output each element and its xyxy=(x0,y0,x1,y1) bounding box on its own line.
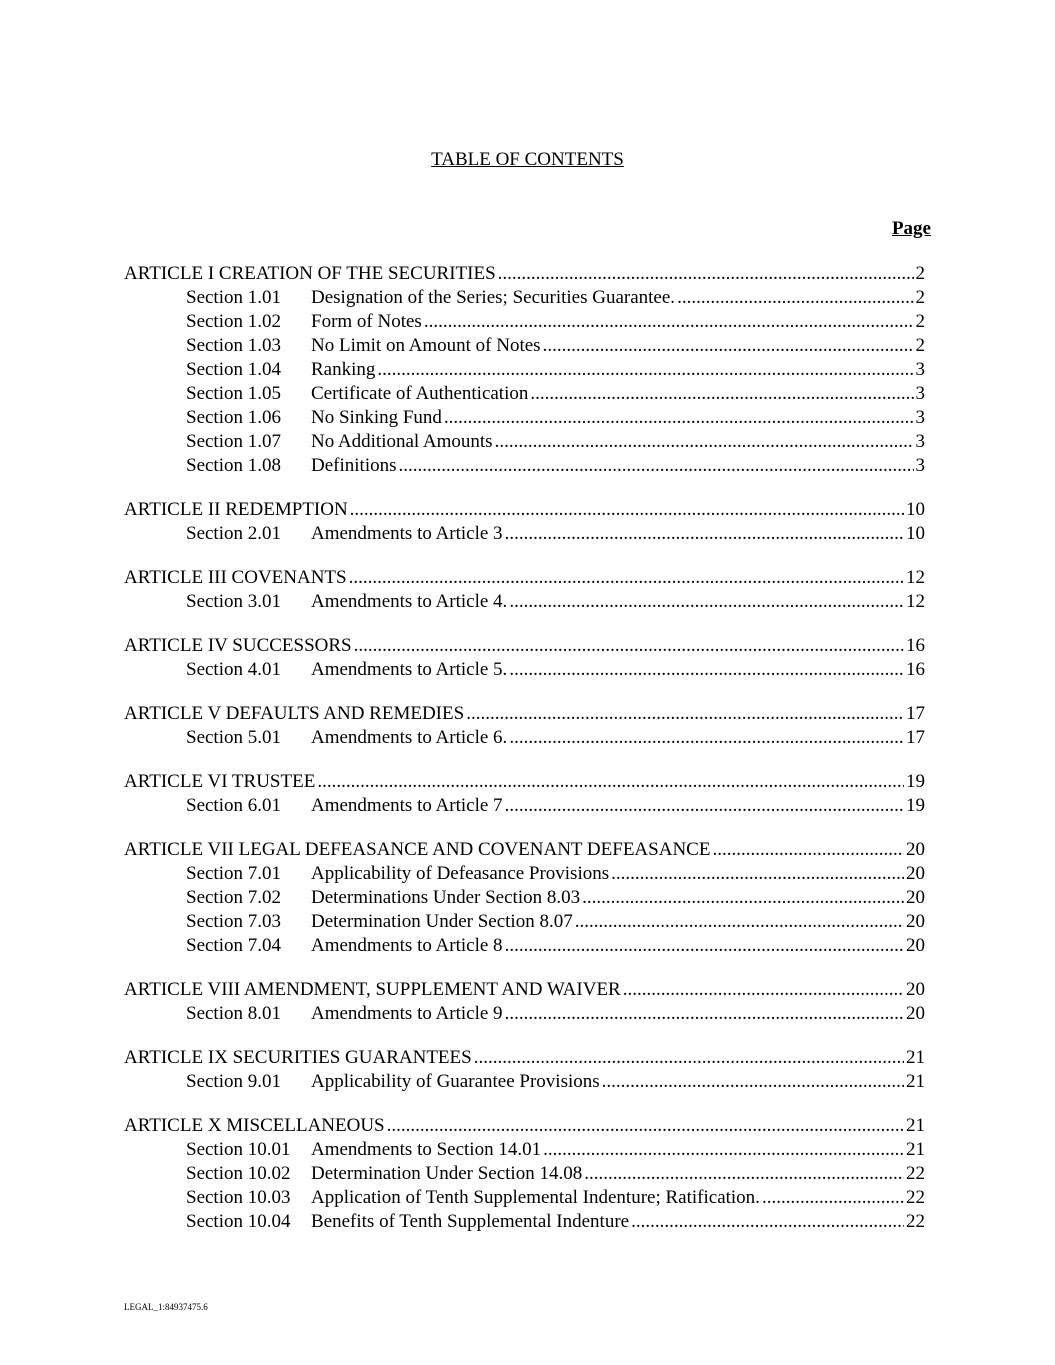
dot-leader xyxy=(543,1138,904,1162)
dot-leader xyxy=(424,310,914,334)
page-number: 2 xyxy=(915,311,925,332)
section-title: Amendments to Article 7 xyxy=(311,795,503,816)
toc-article-entry[interactable] xyxy=(124,566,925,590)
dot-leader xyxy=(530,382,913,406)
page-number: 20 xyxy=(906,887,925,908)
dot-leader xyxy=(354,634,904,658)
dot-leader xyxy=(505,794,904,818)
page-number: 20 xyxy=(906,1003,925,1024)
toc-article-entry[interactable] xyxy=(124,838,925,862)
dot-leader xyxy=(505,934,904,958)
toc-section-entry[interactable] xyxy=(124,1162,925,1186)
dot-leader xyxy=(631,1210,904,1234)
section-title: Amendments to Section 14.01 xyxy=(311,1139,542,1160)
page-number: 17 xyxy=(906,727,925,748)
page-number: 3 xyxy=(915,359,925,380)
toc-section-entry[interactable] xyxy=(124,310,925,334)
section-number: Section 7.04 xyxy=(186,935,281,956)
dot-leader xyxy=(505,1002,904,1026)
page-number: 17 xyxy=(906,703,925,724)
section-number: Section 3.01 xyxy=(186,591,281,612)
section-number: Section 7.03 xyxy=(186,911,281,932)
dot-leader xyxy=(399,454,914,478)
page-number: 21 xyxy=(906,1115,925,1136)
section-number: Section 1.03 xyxy=(186,335,281,356)
page-number: 21 xyxy=(906,1139,925,1160)
page-number: 20 xyxy=(906,935,925,956)
page-number: 2 xyxy=(915,335,925,356)
page-number: 20 xyxy=(906,979,925,1000)
toc-section-entry[interactable] xyxy=(124,430,925,454)
toc-article-entry[interactable] xyxy=(124,634,925,658)
dot-leader xyxy=(712,838,904,862)
article-title: ARTICLE II REDEMPTION xyxy=(124,499,348,520)
dot-leader xyxy=(349,566,904,590)
article-title: ARTICLE I CREATION OF THE SECURITIES xyxy=(124,263,496,284)
page-title: TABLE OF CONTENTS xyxy=(431,149,624,170)
page-number: 10 xyxy=(906,499,925,520)
article-title: ARTICLE X MISCELLANEOUS xyxy=(124,1115,385,1136)
section-number: Section 1.06 xyxy=(186,407,281,428)
toc-section-entry[interactable] xyxy=(124,382,925,406)
toc-section-entry[interactable] xyxy=(124,406,925,430)
dot-leader xyxy=(509,658,904,682)
page-number: 3 xyxy=(915,431,925,452)
section-number: Section 10.04 xyxy=(186,1211,291,1232)
section-title: Applicability of Defeasance Provisions xyxy=(311,863,610,884)
dot-leader xyxy=(509,726,904,750)
page-number: 2 xyxy=(915,287,925,308)
dot-leader xyxy=(584,1162,904,1186)
section-title: Form of Notes xyxy=(311,311,422,332)
toc-section-entry[interactable] xyxy=(124,1186,925,1210)
toc-article-entry[interactable] xyxy=(124,978,925,1002)
section-title: Application of Tenth Supplemental Indenture; Ratification. xyxy=(311,1187,760,1208)
toc-article-entry[interactable] xyxy=(124,1046,925,1070)
section-title: Amendments to Article 3 xyxy=(311,523,503,544)
page-number: 22 xyxy=(906,1211,925,1232)
section-title: Amendments to Article 5. xyxy=(311,659,508,680)
dot-leader xyxy=(495,430,914,454)
section-number: Section 6.01 xyxy=(186,795,281,816)
toc-section-entry[interactable] xyxy=(124,794,925,818)
section-title: Amendments to Article 4. xyxy=(311,591,508,612)
page-number: 10 xyxy=(906,523,925,544)
section-title: No Additional Amounts xyxy=(311,431,493,452)
page-number: 20 xyxy=(906,863,925,884)
page-number: 12 xyxy=(906,567,925,588)
page-column-heading: Page xyxy=(891,218,931,239)
dot-leader xyxy=(498,262,914,286)
page-number: 3 xyxy=(915,407,925,428)
dot-leader xyxy=(582,886,904,910)
section-number: Section 1.05 xyxy=(186,383,281,404)
page-number: 21 xyxy=(906,1047,925,1068)
page-number: 2 xyxy=(915,263,925,284)
page-number: 16 xyxy=(906,659,925,680)
section-title: No Limit on Amount of Notes xyxy=(311,335,541,356)
toc-section-entry[interactable] xyxy=(124,454,925,478)
toc-article-entry[interactable] xyxy=(124,1114,925,1138)
document-id-footer: LEGAL_1:84937475.6 xyxy=(124,1302,208,1312)
toc-section-entry[interactable] xyxy=(124,658,925,682)
toc-section-entry[interactable] xyxy=(124,286,925,310)
toc-article-entry[interactable] xyxy=(124,702,925,726)
dot-leader xyxy=(575,910,904,934)
section-title: Benefits of Tenth Supplemental Indenture xyxy=(311,1211,630,1232)
page-number: 22 xyxy=(906,1163,925,1184)
dot-leader xyxy=(387,1114,904,1138)
dot-leader xyxy=(350,498,904,522)
toc-section-entry[interactable] xyxy=(124,334,925,358)
dot-leader xyxy=(543,334,914,358)
toc-section-entry[interactable] xyxy=(124,886,925,910)
toc-section-entry[interactable] xyxy=(124,726,925,750)
article-title: ARTICLE V DEFAULTS AND REMEDIES xyxy=(124,703,465,724)
toc-section-entry[interactable] xyxy=(124,522,925,546)
dot-leader xyxy=(611,862,904,886)
article-title: ARTICLE VI TRUSTEE xyxy=(124,771,316,792)
toc-section-entry[interactable] xyxy=(124,1002,925,1026)
dot-leader xyxy=(377,358,913,382)
page-number: 16 xyxy=(906,635,925,656)
toc-section-entry[interactable] xyxy=(124,358,925,382)
section-title: Certificate of Authentication xyxy=(311,383,529,404)
dot-leader xyxy=(466,702,904,726)
dot-leader xyxy=(623,978,904,1002)
toc-section-entry[interactable] xyxy=(124,1210,925,1234)
section-number: Section 1.01 xyxy=(186,287,281,308)
section-title: Designation of the Series; Securities Guarantee. xyxy=(311,287,676,308)
toc-article-entry[interactable] xyxy=(124,262,925,286)
toc-section-entry[interactable] xyxy=(124,1138,925,1162)
section-number: Section 1.04 xyxy=(186,359,281,380)
dot-leader xyxy=(505,522,904,546)
toc-article-entry[interactable] xyxy=(124,498,925,522)
section-title: Definitions xyxy=(311,455,397,476)
article-title: ARTICLE IX SECURITIES GUARANTEES xyxy=(124,1047,472,1068)
page-number: 20 xyxy=(906,839,925,860)
dot-leader xyxy=(762,1186,904,1210)
section-number: Section 10.02 xyxy=(186,1163,291,1184)
table-of-contents xyxy=(124,262,925,1234)
section-number: Section 2.01 xyxy=(186,523,281,544)
toc-section-entry[interactable] xyxy=(124,862,925,886)
section-number: Section 1.02 xyxy=(186,311,281,332)
section-title: Amendments to Article 6. xyxy=(311,727,508,748)
section-number: Section 10.03 xyxy=(186,1187,291,1208)
article-title: ARTICLE III COVENANTS xyxy=(124,567,347,588)
dot-leader xyxy=(444,406,914,430)
article-title: ARTICLE IV SUCCESSORS xyxy=(124,635,352,656)
section-number: Section 7.02 xyxy=(186,887,281,908)
dot-leader xyxy=(677,286,913,310)
page-number: 3 xyxy=(915,455,925,476)
article-title: ARTICLE VII LEGAL DEFEASANCE AND COVENANT DEFEASANCE xyxy=(124,839,711,860)
section-title: Determination Under Section 14.08 xyxy=(311,1163,583,1184)
toc-section-entry[interactable] xyxy=(124,1070,925,1094)
section-number: Section 1.07 xyxy=(186,431,281,452)
dot-leader xyxy=(509,590,904,614)
section-number: Section 4.01 xyxy=(186,659,281,680)
section-number: Section 7.01 xyxy=(186,863,281,884)
page-number: 19 xyxy=(906,771,925,792)
page-number: 21 xyxy=(906,1071,925,1092)
page-number: 19 xyxy=(906,795,925,816)
toc-section-entry[interactable] xyxy=(124,934,925,958)
section-title: Amendments to Article 8 xyxy=(311,935,503,956)
section-title: Ranking xyxy=(311,359,376,380)
section-number: Section 9.01 xyxy=(186,1071,281,1092)
section-title: Determination Under Section 8.07 xyxy=(311,911,573,932)
section-number: Section 10.01 xyxy=(186,1139,291,1160)
section-number: Section 5.01 xyxy=(186,727,281,748)
page-number: 3 xyxy=(915,383,925,404)
article-title: ARTICLE VIII AMENDMENT, SUPPLEMENT AND WAIVER xyxy=(124,979,621,1000)
section-title: Applicability of Guarantee Provisions xyxy=(311,1071,600,1092)
section-number: Section 8.01 xyxy=(186,1003,281,1024)
dot-leader xyxy=(474,1046,904,1070)
toc-article-entry[interactable] xyxy=(124,770,925,794)
page-number: 12 xyxy=(906,591,925,612)
toc-section-entry[interactable] xyxy=(124,910,925,934)
page-number: 22 xyxy=(906,1187,925,1208)
page-number: 20 xyxy=(906,911,925,932)
section-title: Determinations Under Section 8.03 xyxy=(311,887,581,908)
dot-leader xyxy=(602,1070,904,1094)
section-title: Amendments to Article 9 xyxy=(311,1003,503,1024)
dot-leader xyxy=(317,770,904,794)
section-number: Section 1.08 xyxy=(186,455,281,476)
toc-section-entry[interactable] xyxy=(124,590,925,614)
section-title: No Sinking Fund xyxy=(311,407,442,428)
